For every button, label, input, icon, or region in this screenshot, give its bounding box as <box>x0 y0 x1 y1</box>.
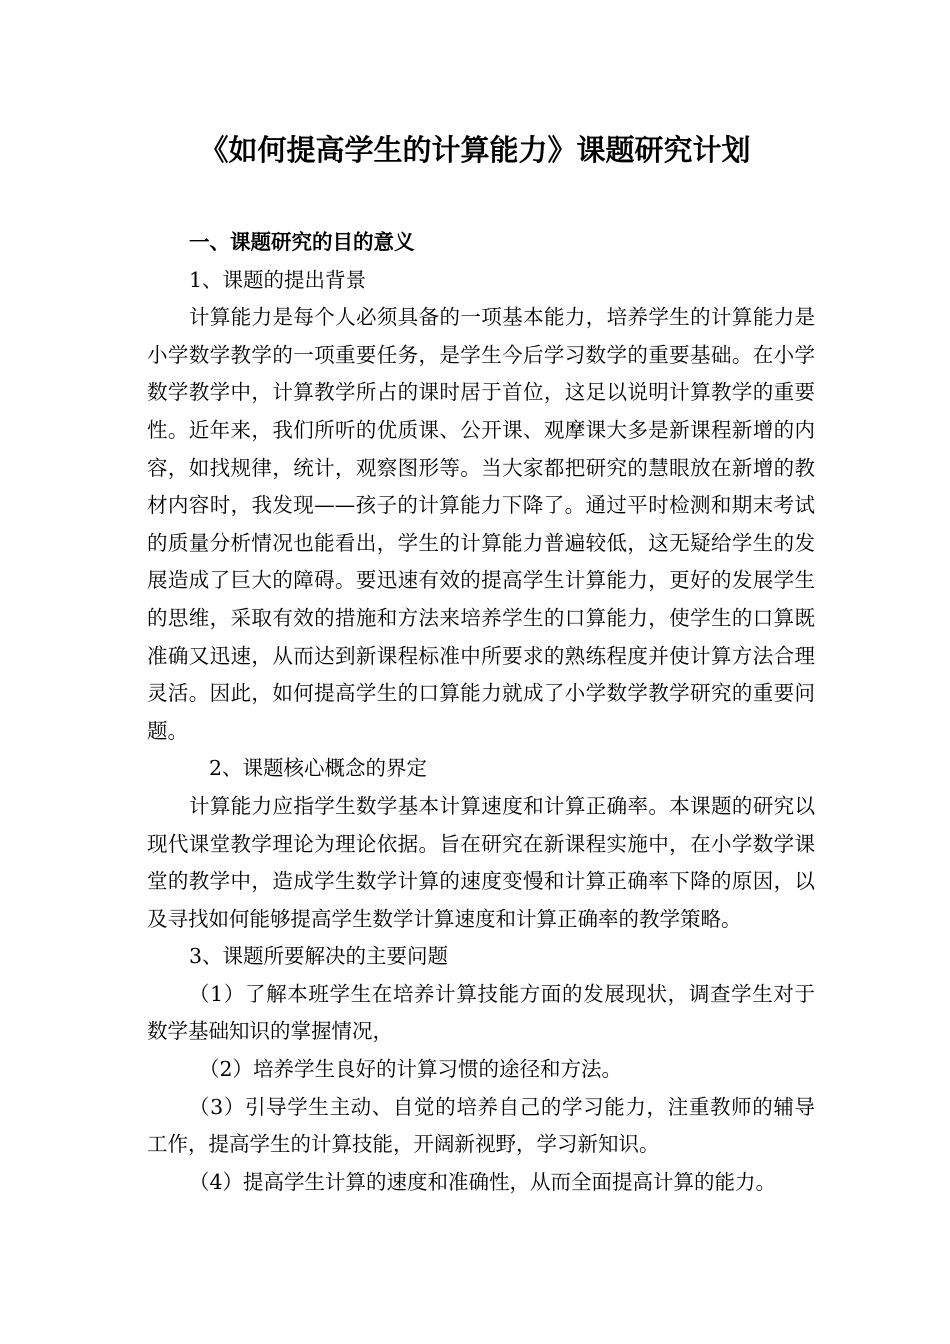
section-heading-purpose: 一、课题研究的目的意义 <box>189 230 415 254</box>
subheading-background: 1、课题的提出背景 <box>189 267 367 292</box>
list-item-problem-1: （1）了解本班学生在培养计算技能方面的发展现状，调查学生对于数学基础知识的掌握情况， <box>147 981 815 1044</box>
subheading-main-problems: 3、课题所要解决的主要问题 <box>189 944 449 969</box>
subheading-core-concept: 2、课题核心概念的界定 <box>209 756 428 781</box>
document-title: 《如何提高学生的计算能力》课题研究计划 <box>199 133 751 167</box>
list-item-problem-2: （2）培养学生良好的计算习惯的途径和方法。 <box>199 1057 623 1082</box>
paragraph-core-concept: 计算能力应指学生数学基本计算速度和计算正确率。本课题的研究以现代课堂教学理论为理论依据。旨在研究在新课程实施中，在小学数学课堂的教学中，造成学生数学计算的速度变慢和计算正确率下降的原因，以及寻找如何能够提高学生数学计算速度和计算正确率的教学策略。 <box>147 793 815 931</box>
list-item-problem-4: （4）提高学生计算的速度和准确性，从而全面提高计算的能力。 <box>189 1169 777 1194</box>
list-item-problem-3: （3）引导学生主动、自觉的培养自己的学习能力，注重教师的辅导工作，提高学生的计算技能，开阔新视野，学习新知识。 <box>147 1094 815 1157</box>
document-body <box>147 224 815 1201</box>
paragraph-background: 计算能力是每个人必须具备的一项基本能力，培养学生的计算能力是小学数学教学的一项重要任务，是学生今后学习数学的重要基础。在小学数学教学中，计算教学所占的课时居于首位，这足以说明计算教学的重要性。近年来，我们所听的优质课、公开课、观摩课大多是新课程新增的内容，如找规律，统计，观察图形等。当大家都把研究的慧眼放在新增的教材内容时，我发现——孩子的计算能力下降了。通过平时检测和期末考试的质量分析情况也能看出，学生的计算能力普遍较低，这无疑给学生的发展造成了巨大的障碍。要迅速有效的提高学生计算能力，更好的发展学生的思维，采取有效的措施和方法来培养学生的口算能力，使学生的口算既准确又迅速，从而达到新课程标准中所要求的熟练程度并使计算方法合理灵活。因此，如何提高学生的口算能力就成了小学数学教学研究的重要问题。 <box>147 305 815 743</box>
